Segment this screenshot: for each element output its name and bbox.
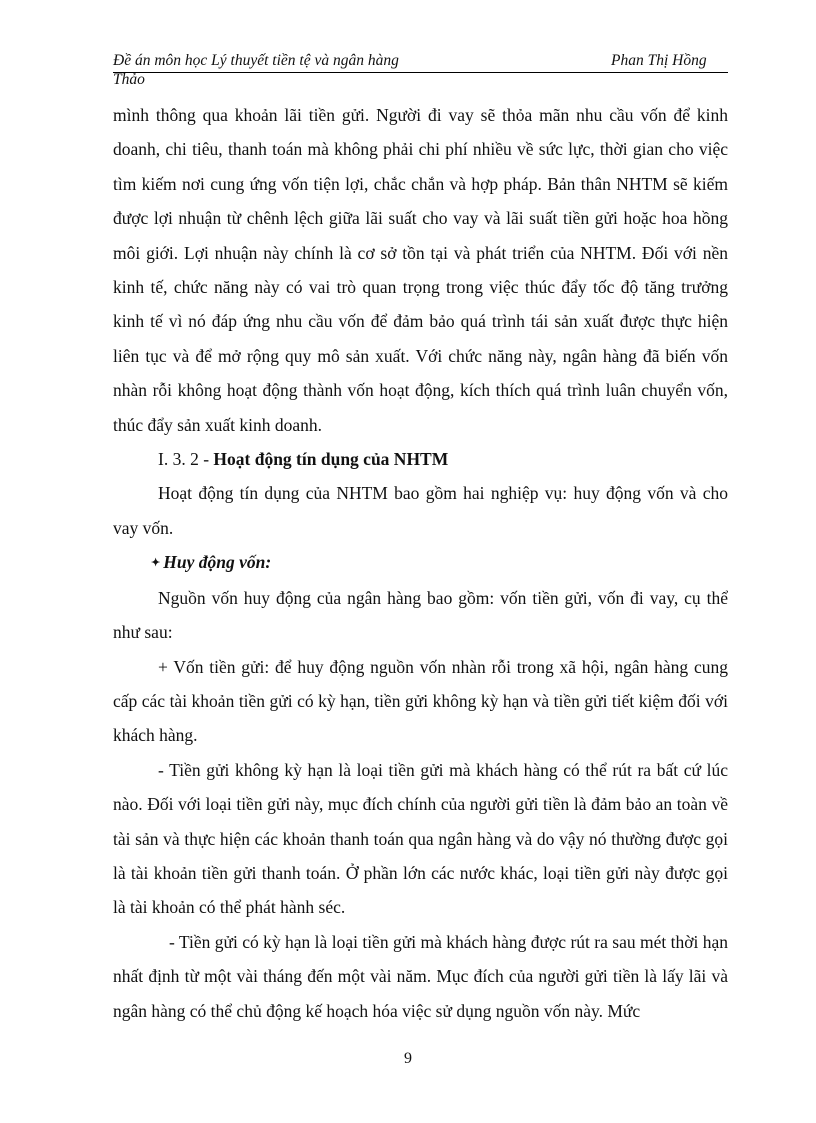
paragraph-term-deposit: - Tiền gửi có kỳ hạn là loại tiền gửi mà khách hàng được rút ra sau mét thời hạn nhất định từ một vài tháng đến một vài năm. Mục đích của người gửi tiền là lấy lãi và ngân hàng có thể chủ động kế hoạch hóa việc sử dụng nguồn vốn này. Mức [113, 931, 728, 1021]
paragraph-deposit-capital: + Vốn tiền gửi: để huy động nguồn vốn nhàn rỗi trong xã hội, ngân hàng cung cấp các tài khoản tiền gửi có kỳ hạn, tiền gửi không kỳ hạn và tiền gửi tiết kiệm đối với khách hàng. [113, 656, 728, 746]
star-bullet-icon: ✦ [151, 557, 161, 570]
paragraph-continued: mình thông qua khoản lãi tiền gửi. Người đi vay sẽ thỏa mãn nhu cầu vốn để kinh doanh, chi tiêu, thanh toán mà không phải chi phí nhiều về sức lực, thời gian cho việc tìm kiếm nơi cung ứng vốn tiện lợi, chắc chắn và hợp pháp. Bản thân NHTM sẽ kiếm được lợi nhuận từ chênh lệch giữa lãi suất cho vay và lãi suất tiền gửi hoặc hoa hồng môi giới. Lợi nhuận này chính là cơ sở tồn tại và phát triển của NHTM. Đối với nền kinh tế, chức năng này có vai trò quan trọng trong việc thúc đẩy tốc độ tăng trưởng kinh tế vì nó đáp ứng nhu cầu vốn để đảm bảo quá trình tái sản xuất được thực hiện liên tục và để mở rộng quy mô sản xuất. Với chức năng này, ngân hàng đã biến vốn nhàn rỗi không hoạt động thành vốn hoạt động, kích thích quá trình luân chuyển vốn, thúc đẩy sản xuất kinh doanh. [113, 105, 728, 435]
page-body [113, 98, 728, 1028]
subheading-capital-mobilization [113, 545, 728, 580]
header-rule [113, 72, 728, 73]
section-number: I. 3. 2 - [158, 449, 214, 470]
page-number: 9 [404, 1050, 412, 1067]
header-course-title: Đề án môn học Lý thuyết tiền tệ và ngân hàng [113, 52, 399, 69]
subheading-text: Huy động vốn: [163, 552, 272, 573]
section-heading [113, 442, 728, 476]
header-author: Phan Thị Hồng [611, 52, 707, 69]
paragraph-sources: Nguồn vốn huy động của ngân hàng bao gồm: vốn tiền gửi, vốn đi vay, cụ thể như sau: [113, 587, 728, 643]
section-title: Hoạt động tín dụng của NHTM [213, 449, 449, 470]
paragraph-demand-deposit: - Tiền gửi không kỳ hạn là loại tiền gửi mà khách hàng có thể rút ra bất cứ lúc nào. Đối với loại tiền gửi này, mục đích chính của người gửi tiền là đảm bảo an toàn về tài sản và thực hiện các khoản thanh toán qua ngân hàng và do vậy nó thường được gọi là tài khoản tiền gửi thanh toán. Ở phần lớn các nước khác, loại tiền gửi này được gọi là tài khoản có thể phát hành séc. [113, 759, 728, 918]
paragraph-credit-intro: Hoạt động tín dụng của NHTM bao gồm hai nghiệp vụ: huy động vốn và cho vay vốn. [113, 483, 728, 538]
header-author-continued: Thảo [113, 71, 145, 88]
page-header [113, 52, 728, 94]
